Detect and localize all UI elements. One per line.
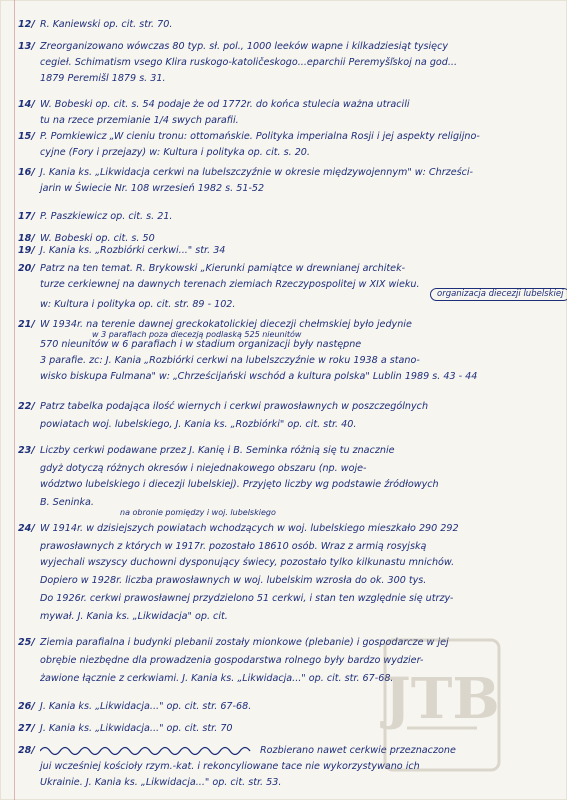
footnote-number: 13/ [18, 41, 35, 52]
footnote-line: Rozbierano nawet cerkwie przeznaczone [260, 745, 456, 756]
footnote-number: 20/ [18, 263, 35, 274]
footnote-line: R. Kaniewski op. cit. str. 70. [40, 19, 173, 30]
footnote-line: prawosławnych z których w 1917r. pozostało 18610 osób. Wraz z armią rosyjską [40, 541, 427, 552]
margin-line [14, 0, 15, 800]
footnote-line: J. Kania ks. „Rozbiórki cerkwi..." str. 34 [40, 245, 226, 256]
footnote-number: 25/ [18, 637, 35, 648]
interlinear-insert: w 3 parafiach poza diecezją podlaską 525 nieunitów [92, 330, 302, 339]
footnote-number: 18/ [18, 233, 35, 244]
footnote-line: W 1934r. na terenie dawnej greckokatolickiej diecezji chełmskiej było jedynie [40, 319, 412, 330]
footnote-line: tu na rzece przemianie 1/4 swych parafii. [40, 115, 239, 126]
footnote-line: jui wcześniej kościoły rzym.-kat. i rekoncyliowane tace nie wykorzystywano ich [40, 761, 420, 772]
footnote-number: 26/ [18, 701, 35, 712]
footnote-number: 28/ [18, 745, 35, 756]
footnote-line: wisko biskupa Fulmana" w: „Chrześcijański wschód a kultura polska" Lublin 1989 s. 43 - 44 [40, 371, 478, 382]
footnote-line: J. Kania ks. „Likwidacja..." op. cit. str. 67-68. [40, 701, 252, 712]
footnote-number: 19/ [18, 245, 35, 256]
crossed-out-scribble [40, 744, 255, 758]
footnote-number: 16/ [18, 167, 35, 178]
footnote-line: P. Paszkiewicz op. cit. s. 21. [40, 211, 173, 222]
footnote-number: 17/ [18, 211, 35, 222]
footnote-line: W. Bobeski op. cit. s. 54 podaje że od 1772r. do końca stulecia ważna utracili [40, 99, 410, 110]
footnote-number: 21/ [18, 319, 35, 330]
footnote-number: 24/ [18, 523, 35, 534]
footnote-number: 15/ [18, 131, 35, 142]
footnote-number: 23/ [18, 445, 35, 456]
footnote-line: Patrz na ten temat. R. Brykowski „Kierunki pamiątce w drewnianej architek- [40, 263, 406, 274]
margin-note-box: organizacja diecezji lubelskiej [430, 288, 567, 301]
footnote-line: J. Kania ks. „Likwidacja..." op. cit. str. 70 [40, 723, 233, 734]
archive-stamp-watermark [377, 630, 507, 780]
footnote-line: 1879 Peremišl 1879 s. 31. [40, 73, 166, 84]
footnote-line: wództwo lubelskiego i diecezji lubelskiej). Przyjęto liczby wg podstawie źródłowych [40, 479, 439, 490]
footnote-line: cegieł. Schimatism vsego Klira ruskogo-katoličeskogo...eparchii Peremyšľskoj na god... [40, 57, 458, 68]
footnote-line: obrębie niezbędne dla prowadzenia gospodarstwa rolnego były bardzo wydzier- [40, 655, 424, 666]
footnote-number: 22/ [18, 401, 35, 412]
footnote-line: gdyż dotyczą różnych okresów i niejednakowego obszaru (np. woje- [40, 463, 367, 474]
footnote-line: Do 1926r. cerkwi prawosławnej przydzielono 51 cerkwi, i stan ten względnie się utrzy- [40, 593, 454, 604]
footnote-line: jarin w Świecie Nr. 108 wrzesień 1982 s. 51-52 [40, 183, 265, 194]
footnote-line: Patrz tabelka podająca ilość wiernych i cerkwi prawosławnych w poszczególnych [40, 401, 429, 412]
footnote-number: 12/ [18, 19, 35, 30]
footnote-line: 3 parafie. zc: J. Kania „Rozbiórki cerkwi na lubelszczyźnie w roku 1938 a stano- [40, 355, 420, 366]
footnote-line: w: Kultura i polityka op. cit. str. 89 - 102. [40, 299, 236, 310]
footnote-line: Dopiero w 1928r. liczba prawosławnych w woj. lubelskim wzrosła do ok. 300 tys. [40, 575, 427, 586]
footnote-line: P. Pomkiewicz „W cieniu tronu: ottomańskie. Polityka imperialna Rosji i jej aspekty religijno- [40, 131, 480, 142]
footnote-line: J. Kania ks. „Likwidacja cerkwi na lubelszczyźnie w okresie międzywojennym" w: Chrześci- [40, 167, 473, 178]
footnote-line: Liczby cerkwi podawane przez J. Kanię i B. Seminka różnią się tu znacznie [40, 445, 395, 456]
footnote-line: turze cerkiewnej na dawnych terenach ziemiach Rzeczypospolitej w XIX wieku. [40, 279, 420, 290]
footnote-line: żawione łącznie z cerkwiami. J. Kania ks. „Likwidacja..." op. cit. str. 67-68. [40, 673, 394, 684]
footnote-line: 570 nieunitów w 6 parafiach i w stadium organizacji były następne [40, 339, 362, 350]
footnote-line: Ziemia parafialna i budynki plebanii zostały mionkowe (plebanie) i gospodarcze w jej [40, 637, 449, 648]
footnote-line: cyjne (Fory i przejazy) w: Kultura i polityka op. cit. s. 20. [40, 147, 310, 158]
interlinear-insert: na obronie pomiędzy i woj. lubelskiego [120, 508, 276, 517]
footnote-line: W 1914r. w dzisiejszych powiatach wchodzących w woj. lubelskiego mieszkało 290 292 [40, 523, 459, 534]
footnote-line: Ukrainie. J. Kania ks. „Likwidacja..." op. cit. str. 53. [40, 777, 282, 788]
footnote-line: powiatach woj. lubelskiego, J. Kania ks. „Rozbiórki" op. cit. str. 40. [40, 419, 357, 430]
footnote-line: Zreorganizowano wówczas 80 typ. sł. pol., 1000 leeków wapne i kilkadziesiąt tysięcy [40, 41, 449, 52]
footnote-number: 27/ [18, 723, 35, 734]
footnote-line: mywał. J. Kania ks. „Likwidacja" op. cit. [40, 611, 228, 622]
footnote-line: B. Seninka. [40, 497, 94, 508]
footnote-line: W. Bobeski op. cit. s. 50 [40, 233, 155, 244]
footnote-number: 14/ [18, 99, 35, 110]
footnote-line: wyjechali wszyscy duchowni dysponujący świecy, pozostało tylko kilkunastu mnichów. [40, 557, 455, 568]
svg-text:JTB: JTB [384, 666, 500, 732]
